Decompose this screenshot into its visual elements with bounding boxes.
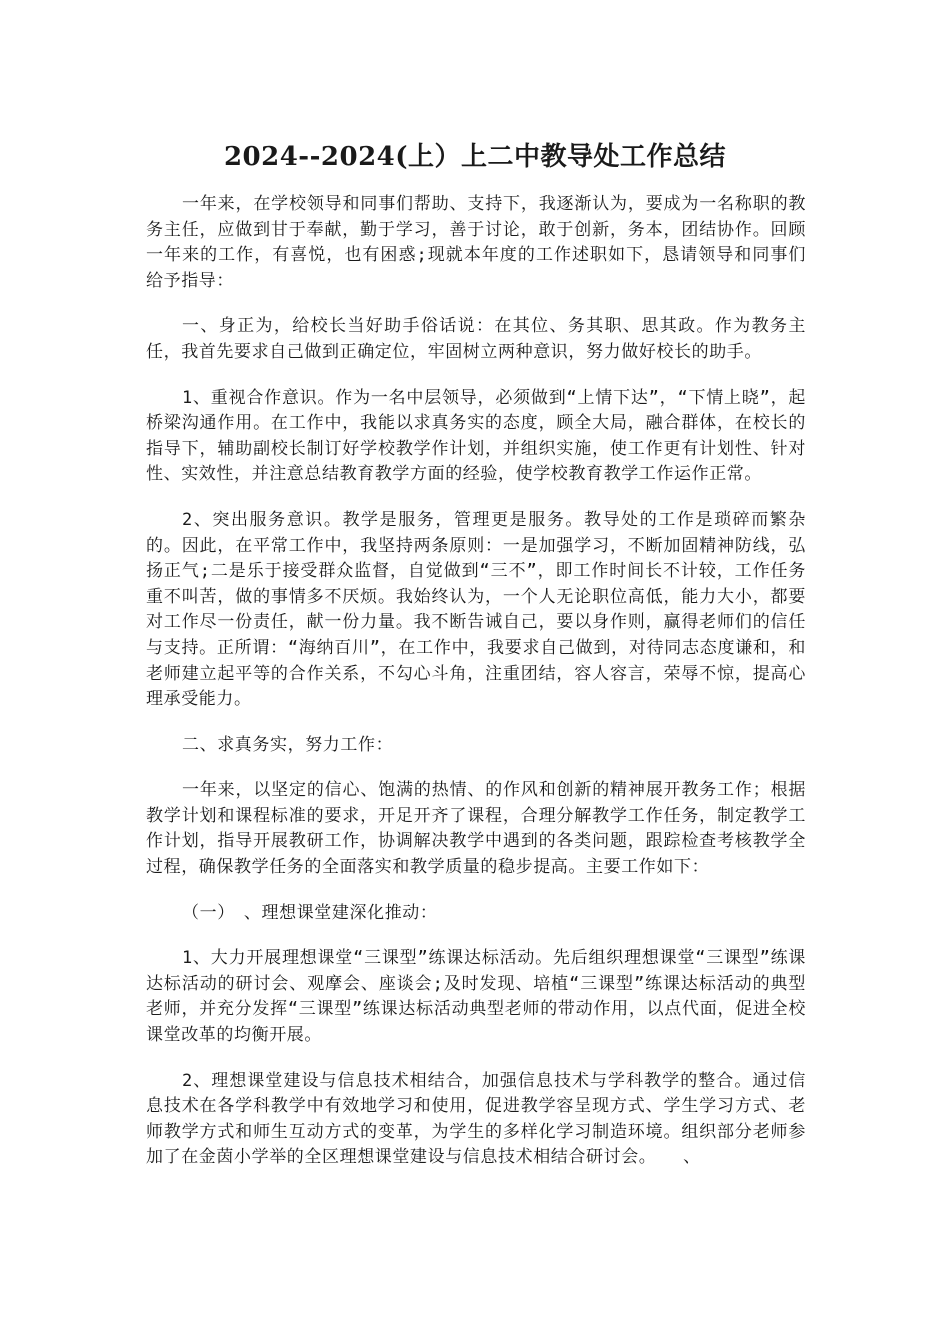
document-title: 2024--2024(上）上二中教导处工作总结 bbox=[223, 142, 727, 172]
paragraph-service: 2、突出服务意识。教学是服务，管理更是服务。教导处的工作是琐碎而繁杂的。因此，在平常工作中，我坚持两条原则：一是加强学习，不断加固精神防线，弘扬正气;二是乐于接受群众监督，自觉做到“三不”，即工作时间长不计较，工作任务重不叫苦，做的事情多不厌烦。我始终认为，一个人无论职位高低，能力大小，都要对工作尽一份责任，献一份力量。我不断告诫自己，要以身作则，赢得老师们的信任与支持。正所谓：“海纳百川”，在工作中，我要求自己做到，对待同志态度谦和，和老师建立起平等的合作关系，不勾心斗角，注重团结，容人容言，荣辱不惊，提高心理承受能力。 bbox=[146, 509, 806, 710]
document-body bbox=[146, 192, 806, 1191]
paragraph-section-1-heading: 一、身正为，给校长当好助手俗话说：在其位、务其职、思其政。作为教务主任，我首先要求自己做到正确定位，牢固树立两种意识，努力做好校长的助手。 bbox=[146, 316, 806, 362]
paragraph-intro: 一年来，在学校领导和同事们帮助、支持下，我逐渐认为，要成为一名称职的教务主任，应做到甘于奉献，勤于学习，善于讨论，敢于创新，务本，团结协作。回顾一年来的工作，有喜悦，也有困惑;现就本年度的工作述职如下，恳请领导和同事们给予指导： bbox=[146, 194, 806, 291]
paragraph-subsection-1-heading: （一） 、理想课堂建深化推动： bbox=[182, 902, 438, 923]
paragraph-work-overview: 一年来，以坚定的信心、饱满的热情、的作风和创新的精神展开教务工作；根据教学计划和课程标准的要求，开足开齐了课程，合理分解教学工作任务，制定教学工作计划，指导开展教研工作，协调解决教学中遇到的各类问题，跟踪检查考核教学全过程，确保教学任务的全面落实和教学质量的稳步提高。主要工作如下： bbox=[146, 780, 806, 878]
paragraph-cooperation: 1、重视合作意识。作为一名中层领导，必须做到“上情下达”，“下情上晓”，起桥梁沟通作用。在工作中，我能以求真务实的态度，顾全大局，融合群体，在校长的指导下，辅助副校长制订好学校教学作计划，并组织实施，使工作更有计划性、针对性、实效性，并注意总结教育教学方面的经验，使学校教育教学工作运作正常。 bbox=[146, 387, 806, 485]
paragraph-three-lesson-types: 1、大力开展理想课堂“三课型”练课达标活动。先后组织理想课堂“三课型”练课达标活动的研讨会、观摩会、座谈会;及时发现、培植“三课型”练课达标活动的典型老师，并充分发挥“三课型”练课达标活动典型老师的带动作用，以点代面，促进全校课堂改革的均衡开展。 bbox=[146, 948, 806, 1046]
paragraph-it-integration: 2、理想课堂建设与信息技术相结合，加强信息技术与学科教学的整合。通过信息技术在各学科教学中有效地学习和使用，促进教学容呈现方式、学生学习方式、老师教学方式和师生互动方式的变革，为学生的多样化学习制造环境。组织部分老师参加了在金茵小学举的全区理想课堂建设与信息技术相结合研讨会。 、 bbox=[146, 1070, 806, 1168]
paragraph-section-2-heading: 二、求真务实，努力工作： bbox=[182, 734, 394, 755]
